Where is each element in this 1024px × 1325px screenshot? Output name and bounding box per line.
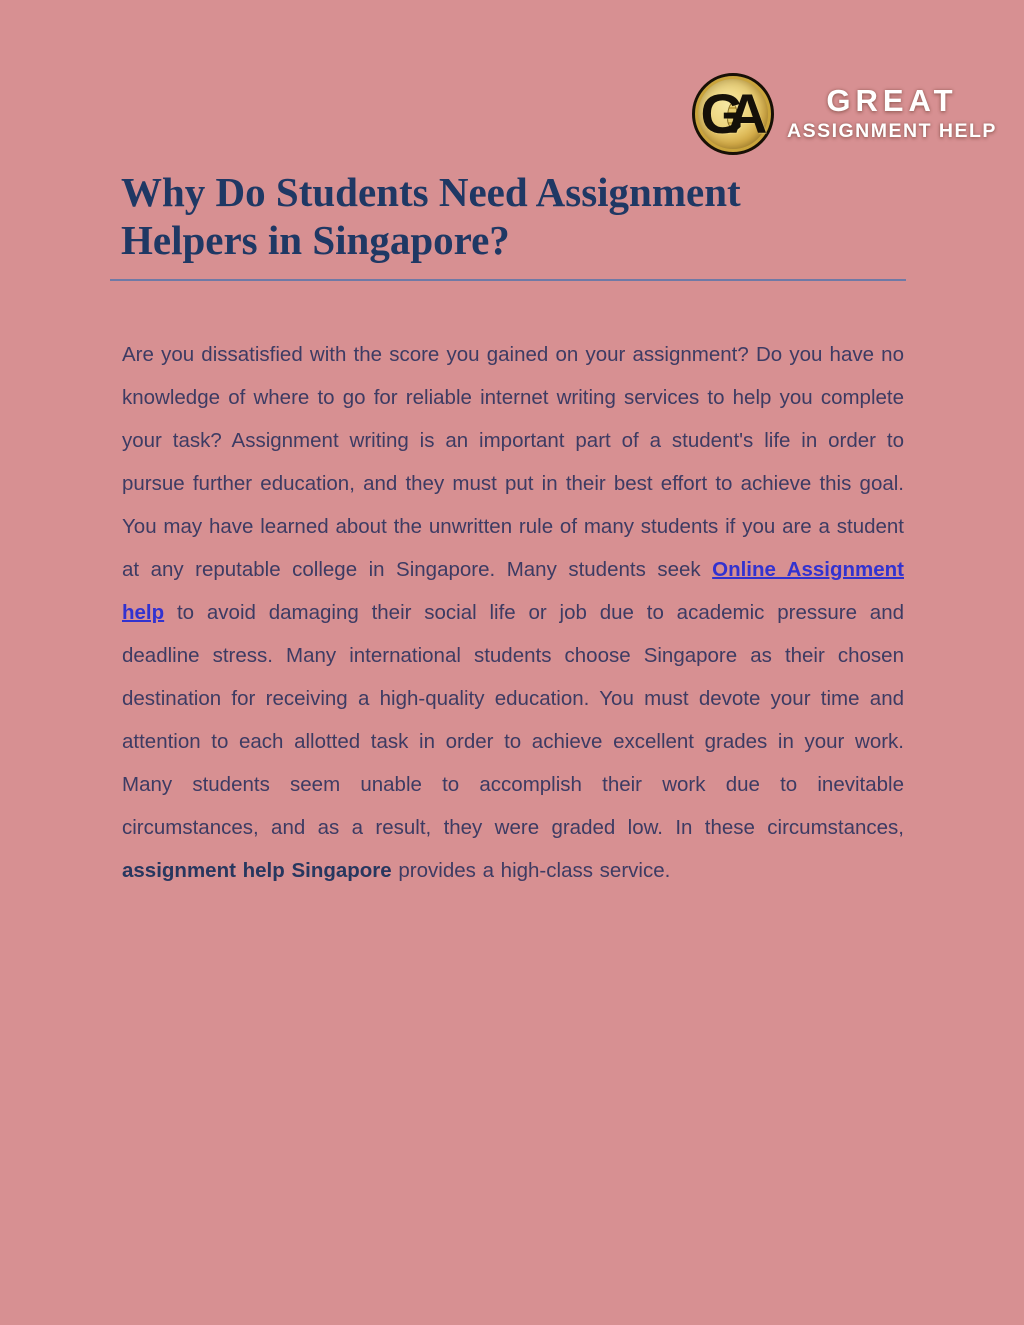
paragraph-tail-text: provides a high-class service. bbox=[391, 859, 671, 882]
title-divider bbox=[110, 279, 906, 281]
online-assignment-help-link[interactable]: Online Assignment help bbox=[122, 558, 904, 624]
paragraph-middle-text: to avoid damaging their social life or job due to academic pressure and deadline stress. Many international students choose Singapore as their chosen destination for receiving a high-quality education. You must devote your time and attention to each allotted task in order to achieve excellent grades in your work. Many students seem unable to accomplish their work due to inevitable circumstances, and as a result, they were graded low. In these circumstances, bbox=[122, 601, 904, 839]
page-title bbox=[121, 168, 921, 264]
brand-wordmark bbox=[787, 82, 997, 144]
logo-monogram: GA bbox=[700, 82, 751, 145]
brand-name: GREAT bbox=[826, 82, 958, 118]
page-title-line-2: Helpers in Singapore? bbox=[121, 217, 510, 263]
brand-logo bbox=[692, 73, 997, 155]
article-paragraph bbox=[122, 333, 904, 892]
logo-coin-icon bbox=[692, 73, 774, 155]
assignment-help-singapore-keyword: assignment help Singapore bbox=[122, 859, 392, 882]
paragraph-intro-text: Are you dissatisfied with the score you gained on your assignment? Do you have no knowledge of where to go for reliable internet writing services to help you complete your task? Assignment writing is an important part of a student's life in order to pursue further education, and they must put in their best effort to achieve this goal. You may have learned about the unwritten rule of many students if you are a student at any reputable college in Singapore. Many students seek bbox=[122, 343, 904, 581]
page-title-line-1: Why Do Students Need Assignment bbox=[121, 169, 741, 215]
brand-subtitle: ASSIGNMENT HELP bbox=[787, 120, 997, 143]
